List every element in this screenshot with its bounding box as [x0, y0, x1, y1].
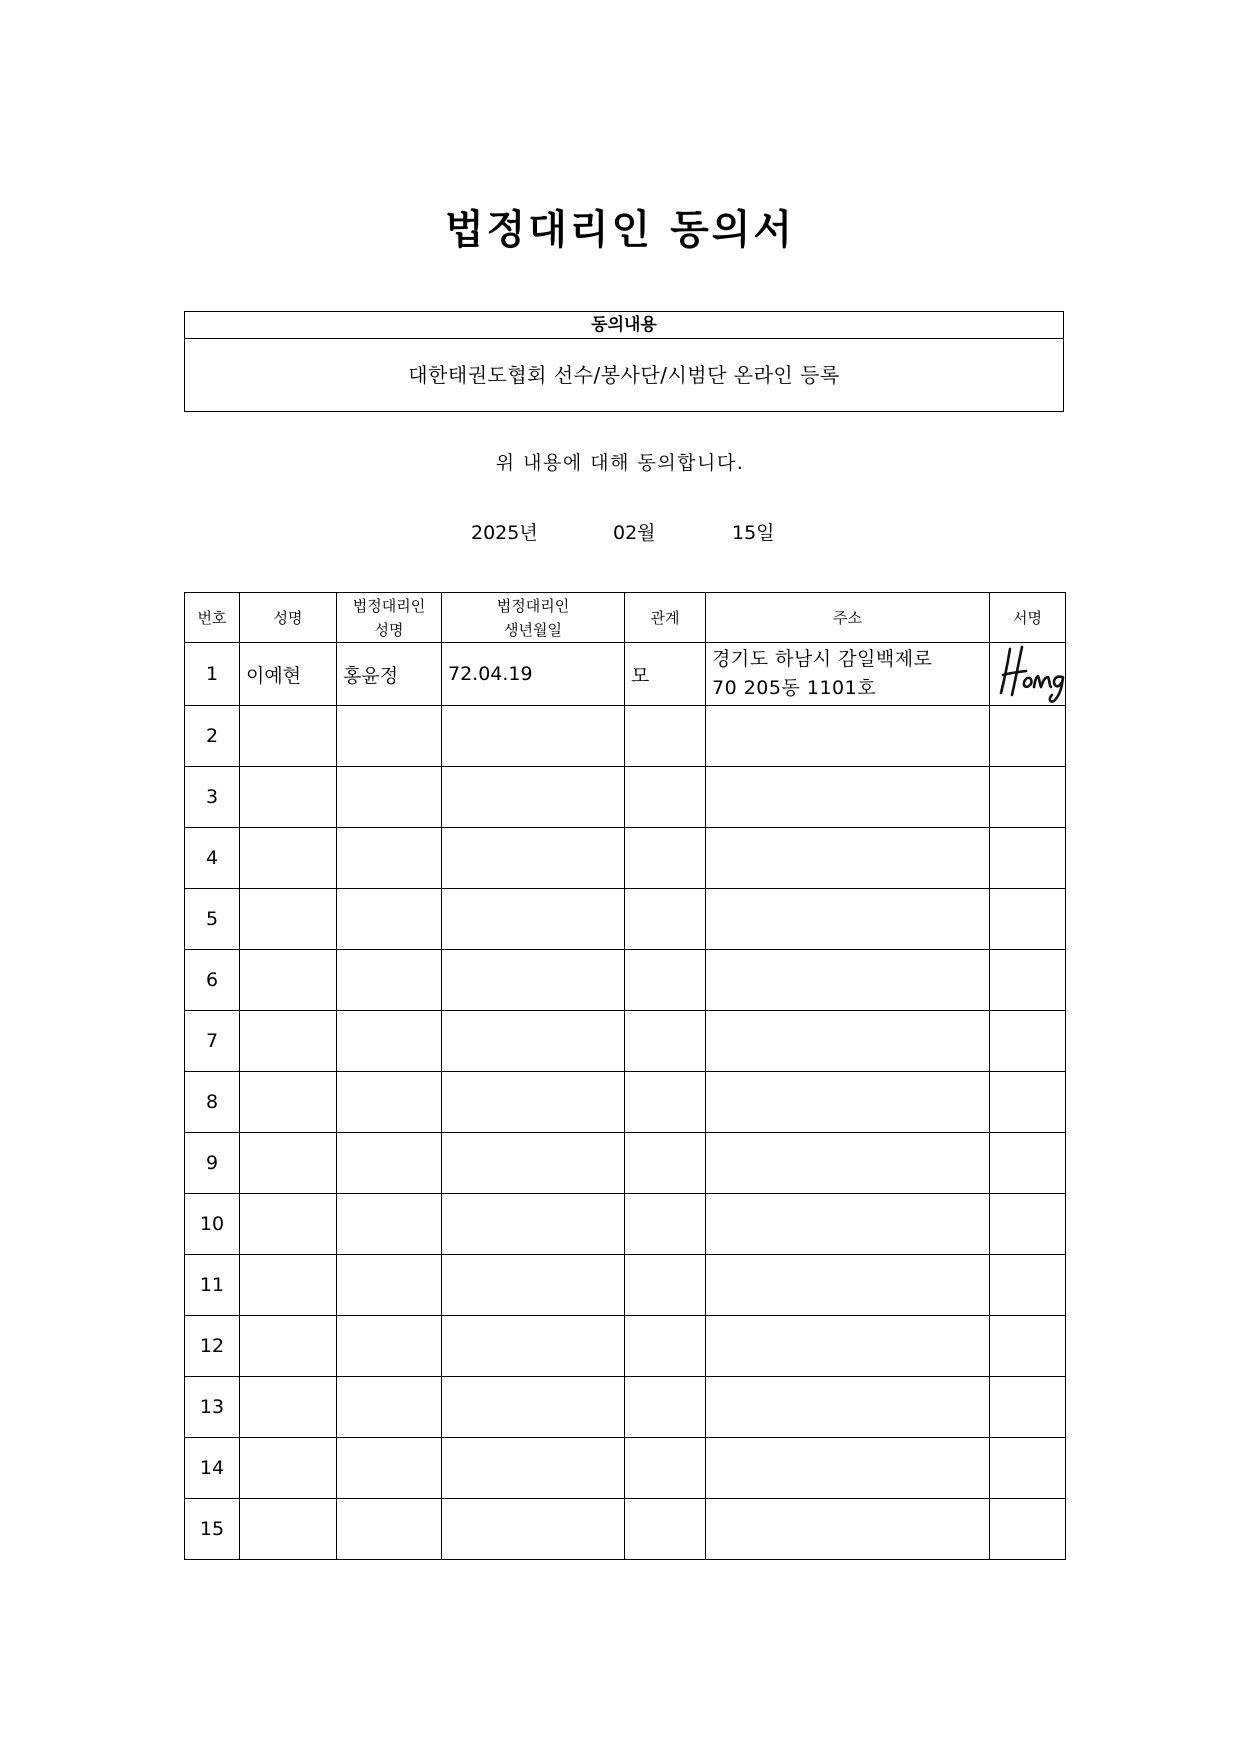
table-row: [185, 1133, 1066, 1194]
cell-guardian-name: [337, 1499, 442, 1560]
cell-signature: [990, 767, 1066, 828]
cell-guardian-name: [337, 1133, 442, 1194]
cell-guardian-name: 홍윤정: [337, 643, 442, 706]
cell-num: 6: [185, 950, 240, 1011]
cell-name: [240, 706, 337, 767]
header-signature: 서명: [990, 593, 1066, 643]
cell-name: [240, 1255, 337, 1316]
cell-address: [706, 706, 990, 767]
cell-signature: [990, 950, 1066, 1011]
cell-signature: [990, 1438, 1066, 1499]
cell-signature: [990, 1011, 1066, 1072]
cell-address: [706, 1133, 990, 1194]
cell-address: [706, 1499, 990, 1560]
cell-name: [240, 1194, 337, 1255]
cell-num: 3: [185, 767, 240, 828]
header-guardian-birth-line1: 법정대리인: [496, 596, 570, 615]
cell-relation: [625, 950, 706, 1011]
consent-body: 대한태권도협회 선수/봉사단/시범단 온라인 등록: [408, 363, 840, 387]
cell-guardian-birth: [442, 706, 625, 767]
header-num: 번호: [185, 593, 240, 643]
consent-box: [184, 311, 1064, 412]
table-row: [185, 1377, 1066, 1438]
table-header-row: [185, 593, 1066, 643]
table-row: [185, 1194, 1066, 1255]
cell-relation: [625, 1011, 706, 1072]
cell-guardian-name: [337, 706, 442, 767]
table-row: [185, 1255, 1066, 1316]
cell-guardian-name: [337, 950, 442, 1011]
cell-relation: [625, 889, 706, 950]
cell-name: [240, 1133, 337, 1194]
cell-signature: [990, 1072, 1066, 1133]
cell-guardian-birth: [442, 1377, 625, 1438]
cell-name: [240, 889, 337, 950]
cell-num: 12: [185, 1316, 240, 1377]
cell-address: [706, 1011, 990, 1072]
cell-relation: [625, 1438, 706, 1499]
cell-name: [240, 1011, 337, 1072]
table-row: [185, 828, 1066, 889]
guardian-table: [184, 592, 1066, 1560]
cell-num: 13: [185, 1377, 240, 1438]
cell-address: [706, 889, 990, 950]
cell-signature: [990, 1133, 1066, 1194]
cell-signature: [990, 643, 1066, 706]
cell-relation: [625, 1499, 706, 1560]
cell-relation: [625, 706, 706, 767]
cell-guardian-name: [337, 828, 442, 889]
table-row: [185, 643, 1066, 706]
signature-stroke-0: [1001, 649, 1010, 693]
table-row: [185, 1438, 1066, 1499]
cell-name: [240, 950, 337, 1011]
signature-stroke-3: [1024, 678, 1032, 687]
cell-name: [240, 1316, 337, 1377]
signature-stroke-5: [1050, 677, 1063, 702]
cell-guardian-birth: [442, 1316, 625, 1377]
cell-name: [240, 1438, 337, 1499]
cell-signature: [990, 1499, 1066, 1560]
table-row: [185, 767, 1066, 828]
cell-guardian-name: [337, 767, 442, 828]
cell-guardian-name: [337, 1194, 442, 1255]
cell-signature: [990, 828, 1066, 889]
cell-name: [240, 1072, 337, 1133]
cell-guardian-birth: [442, 1499, 625, 1560]
cell-relation: [625, 1133, 706, 1194]
cell-relation: [625, 1316, 706, 1377]
cell-address: [706, 1438, 990, 1499]
cell-num: 2: [185, 706, 240, 767]
header-address: 주소: [706, 593, 990, 643]
table-row: [185, 1072, 1066, 1133]
address-line-1: 경기도 하남시 감일백제로: [712, 648, 933, 670]
address-line-2: 70 205동 1101호: [712, 677, 877, 699]
cell-num: 1: [185, 643, 240, 706]
cell-guardian-name: [337, 1255, 442, 1316]
cell-name: 이예현: [240, 643, 337, 706]
cell-guardian-birth: [442, 767, 625, 828]
cell-guardian-birth: [442, 1438, 625, 1499]
date-month: 02월: [613, 522, 656, 544]
cell-relation: [625, 1072, 706, 1133]
cell-guardian-name: [337, 1316, 442, 1377]
cell-relation: [625, 828, 706, 889]
cell-name: [240, 767, 337, 828]
cell-signature: [990, 1255, 1066, 1316]
cell-num: 7: [185, 1011, 240, 1072]
signature-stroke-4: [1034, 676, 1051, 687]
cell-guardian-birth: [442, 1072, 625, 1133]
cell-address: [706, 1072, 990, 1133]
cell-guardian-name: [337, 1011, 442, 1072]
cell-signature: [990, 1316, 1066, 1377]
cell-num: 15: [185, 1499, 240, 1560]
table-row: [185, 950, 1066, 1011]
agree-statement: 위 내용에 대해 동의합니다.: [495, 452, 745, 474]
cell-address: [706, 950, 990, 1011]
cell-address: [706, 1377, 990, 1438]
header-guardian-name-line2: 성명: [374, 620, 404, 639]
cell-num: 11: [185, 1255, 240, 1316]
cell-guardian-name: [337, 889, 442, 950]
cell-guardian-name: [337, 1377, 442, 1438]
table-row: [185, 1316, 1066, 1377]
cell-name: [240, 1499, 337, 1560]
cell-address: [706, 643, 990, 706]
table-row: [185, 1011, 1066, 1072]
cell-name: [240, 1377, 337, 1438]
header-relation: 관계: [625, 593, 706, 643]
cell-guardian-name: [337, 1438, 442, 1499]
cell-guardian-name: [337, 1072, 442, 1133]
cell-address: [706, 1316, 990, 1377]
header-guardian-birth-line2: 생년월일: [504, 620, 562, 639]
header-guardian-name-line1: 법정대리인: [352, 596, 426, 615]
header-guardian-name: [337, 593, 442, 643]
cell-guardian-birth: [442, 889, 625, 950]
cell-relation: [625, 1255, 706, 1316]
cell-address: [706, 828, 990, 889]
handwritten-signature: [996, 643, 1068, 705]
cell-signature: [990, 1194, 1066, 1255]
cell-signature: [990, 1377, 1066, 1438]
cell-guardian-birth: [442, 1255, 625, 1316]
cell-guardian-birth: [442, 1133, 625, 1194]
cell-signature: [990, 706, 1066, 767]
cell-name: [240, 828, 337, 889]
consent-header: 동의내용: [185, 312, 1063, 339]
cell-num: 14: [185, 1438, 240, 1499]
cell-num: 10: [185, 1194, 240, 1255]
date-day: 15일: [732, 522, 775, 544]
cell-address: [706, 1194, 990, 1255]
cell-relation: [625, 1377, 706, 1438]
cell-relation: [625, 1194, 706, 1255]
cell-guardian-birth: [442, 950, 625, 1011]
cell-guardian-birth: [442, 1011, 625, 1072]
document-title: 법정대리인 동의서: [444, 207, 796, 253]
cell-num: 5: [185, 889, 240, 950]
table-row: [185, 706, 1066, 767]
cell-address: [706, 767, 990, 828]
cell-address: [706, 1255, 990, 1316]
cell-relation: [625, 767, 706, 828]
cell-relation: 모: [625, 643, 706, 706]
date-year: 2025년: [471, 522, 538, 544]
header-guardian-birth: [442, 593, 625, 643]
cell-num: 4: [185, 828, 240, 889]
cell-signature: [990, 889, 1066, 950]
cell-guardian-birth: [442, 1194, 625, 1255]
table-row: [185, 1499, 1066, 1560]
cell-guardian-birth: 72.04.19: [442, 643, 625, 706]
cell-num: 8: [185, 1072, 240, 1133]
header-name: 성명: [240, 593, 337, 643]
table-row: [185, 889, 1066, 950]
cell-guardian-birth: [442, 828, 625, 889]
cell-num: 9: [185, 1133, 240, 1194]
